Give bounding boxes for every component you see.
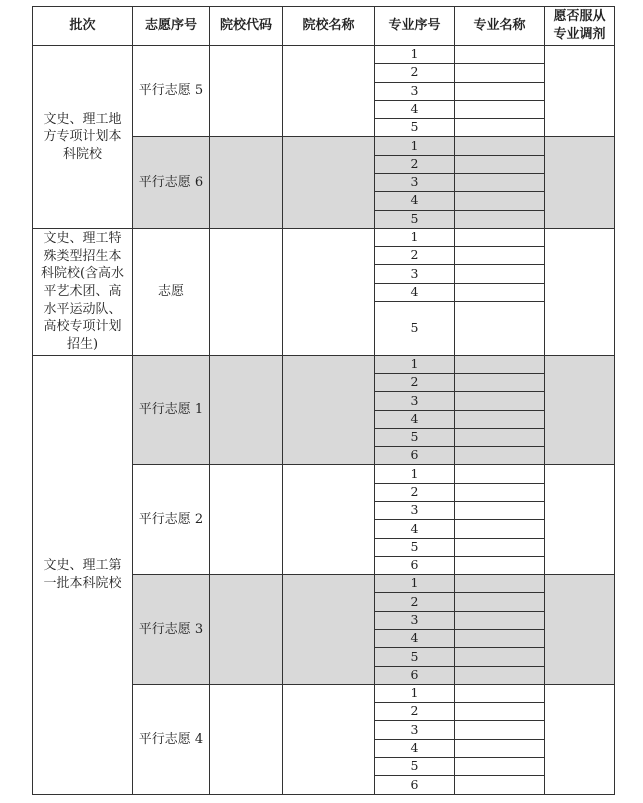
major-number: 1	[375, 228, 455, 246]
major-name-cell[interactable]	[455, 410, 545, 428]
adjustment-cell[interactable]	[545, 137, 615, 228]
school-name-cell[interactable]	[283, 228, 375, 355]
batch-first-undergraduate: 文史、理工第一批本科院校	[33, 355, 133, 794]
major-name-cell[interactable]	[455, 703, 545, 721]
major-name-cell[interactable]	[455, 556, 545, 574]
adjustment-cell[interactable]	[545, 575, 615, 685]
major-number: 2	[375, 483, 455, 501]
school-name-cell[interactable]	[283, 355, 375, 465]
major-number: 6	[375, 447, 455, 465]
adjustment-cell[interactable]	[545, 684, 615, 794]
major-number: 1	[375, 575, 455, 593]
major-name-cell[interactable]	[455, 283, 545, 301]
table-row	[33, 355, 615, 373]
major-name-cell[interactable]	[455, 611, 545, 629]
major-name-cell[interactable]	[455, 173, 545, 191]
header-row	[33, 7, 615, 46]
major-number: 5	[375, 301, 455, 355]
major-name-cell[interactable]	[455, 757, 545, 775]
school-name-cell[interactable]	[283, 46, 375, 137]
school-name-cell[interactable]	[283, 684, 375, 794]
choice-label: 平行志愿 1	[133, 355, 210, 465]
table-row	[33, 46, 615, 64]
major-number: 4	[375, 520, 455, 538]
school-name-cell[interactable]	[283, 575, 375, 685]
major-name-cell[interactable]	[455, 776, 545, 795]
choice-label: 平行志愿 3	[133, 575, 210, 685]
application-form-table	[32, 6, 615, 795]
header-adjust-line2: 专业调剂	[553, 27, 606, 42]
header-adjust-line1: 愿否服从	[553, 9, 606, 25]
major-number: 6	[375, 556, 455, 574]
major-name-cell[interactable]	[455, 192, 545, 210]
major-number: 5	[375, 210, 455, 228]
school-name-cell[interactable]	[283, 137, 375, 228]
school-name-cell[interactable]	[283, 465, 375, 575]
major-number: 5	[375, 757, 455, 775]
major-name-cell[interactable]	[455, 447, 545, 465]
major-name-cell[interactable]	[455, 538, 545, 556]
major-name-cell[interactable]	[455, 666, 545, 684]
batch-special-type-admission: 文史、理工特殊类型招生本科院校(含高水平艺术团、高水平运动队、高校专项计划招生)	[33, 228, 133, 355]
major-number: 1	[375, 137, 455, 155]
major-name-cell[interactable]	[455, 82, 545, 100]
major-number: 3	[375, 611, 455, 629]
major-number: 4	[375, 739, 455, 757]
major-number: 4	[375, 192, 455, 210]
adjustment-cell[interactable]	[545, 355, 615, 465]
major-number: 3	[375, 82, 455, 100]
choice-label: 平行志愿 5	[133, 46, 210, 137]
major-number: 3	[375, 173, 455, 191]
major-name-cell[interactable]	[455, 465, 545, 483]
major-number: 3	[375, 392, 455, 410]
major-number: 2	[375, 593, 455, 611]
major-number: 3	[375, 721, 455, 739]
table-row	[33, 228, 615, 246]
major-number: 4	[375, 100, 455, 118]
major-name-cell[interactable]	[455, 64, 545, 82]
major-name-cell[interactable]	[455, 739, 545, 757]
school-code-cell[interactable]	[210, 575, 283, 685]
major-name-cell[interactable]	[455, 355, 545, 373]
major-number: 4	[375, 630, 455, 648]
major-name-cell[interactable]	[455, 210, 545, 228]
major-number: 3	[375, 502, 455, 520]
major-name-cell[interactable]	[455, 392, 545, 410]
major-number: 6	[375, 666, 455, 684]
major-name-cell[interactable]	[455, 684, 545, 702]
major-number: 5	[375, 538, 455, 556]
major-number: 1	[375, 355, 455, 373]
major-number: 1	[375, 684, 455, 702]
major-name-cell[interactable]	[455, 137, 545, 155]
adjustment-cell[interactable]	[545, 46, 615, 137]
major-name-cell[interactable]	[455, 46, 545, 64]
school-code-cell[interactable]	[210, 355, 283, 465]
header-school-code: 院校代码	[210, 7, 283, 46]
major-name-cell[interactable]	[455, 630, 545, 648]
choice-label: 志愿	[133, 228, 210, 355]
major-name-cell[interactable]	[455, 502, 545, 520]
major-number: 3	[375, 265, 455, 283]
major-number: 2	[375, 703, 455, 721]
school-code-cell[interactable]	[210, 684, 283, 794]
adjustment-cell[interactable]	[545, 228, 615, 355]
header-major-number: 专业序号	[375, 7, 455, 46]
major-number: 6	[375, 776, 455, 795]
major-number: 5	[375, 648, 455, 666]
school-code-cell[interactable]	[210, 137, 283, 228]
school-code-cell[interactable]	[210, 465, 283, 575]
major-number: 1	[375, 46, 455, 64]
major-number: 4	[375, 410, 455, 428]
major-number: 5	[375, 428, 455, 446]
header-choice-number: 志愿序号	[133, 7, 210, 46]
header-batch: 批次	[33, 7, 133, 46]
batch-local-special-plan: 文史、理工地方专项计划本科院校	[33, 46, 133, 229]
major-number: 1	[375, 465, 455, 483]
major-name-cell[interactable]	[455, 247, 545, 265]
school-code-cell[interactable]	[210, 228, 283, 355]
major-number: 5	[375, 119, 455, 137]
major-name-cell[interactable]	[455, 301, 545, 355]
major-name-cell[interactable]	[455, 648, 545, 666]
header-major-name: 专业名称	[455, 7, 545, 46]
major-name-cell[interactable]	[455, 228, 545, 246]
major-name-cell[interactable]	[455, 520, 545, 538]
major-number: 2	[375, 64, 455, 82]
major-name-cell[interactable]	[455, 374, 545, 392]
major-name-cell[interactable]	[455, 575, 545, 593]
major-name-cell[interactable]	[455, 119, 545, 137]
adjustment-cell[interactable]	[545, 465, 615, 575]
major-name-cell[interactable]	[455, 155, 545, 173]
major-number: 2	[375, 155, 455, 173]
school-code-cell[interactable]	[210, 46, 283, 137]
major-name-cell[interactable]	[455, 428, 545, 446]
major-name-cell[interactable]	[455, 593, 545, 611]
major-number: 2	[375, 247, 455, 265]
choice-label: 平行志愿 4	[133, 684, 210, 794]
major-name-cell[interactable]	[455, 100, 545, 118]
header-school-name: 院校名称	[283, 7, 375, 46]
choice-label: 平行志愿 2	[133, 465, 210, 575]
major-name-cell[interactable]	[455, 265, 545, 283]
major-name-cell[interactable]	[455, 721, 545, 739]
major-number: 2	[375, 374, 455, 392]
major-name-cell[interactable]	[455, 483, 545, 501]
major-number: 4	[375, 283, 455, 301]
choice-label: 平行志愿 6	[133, 137, 210, 228]
header-accept-adjustment	[545, 7, 615, 46]
